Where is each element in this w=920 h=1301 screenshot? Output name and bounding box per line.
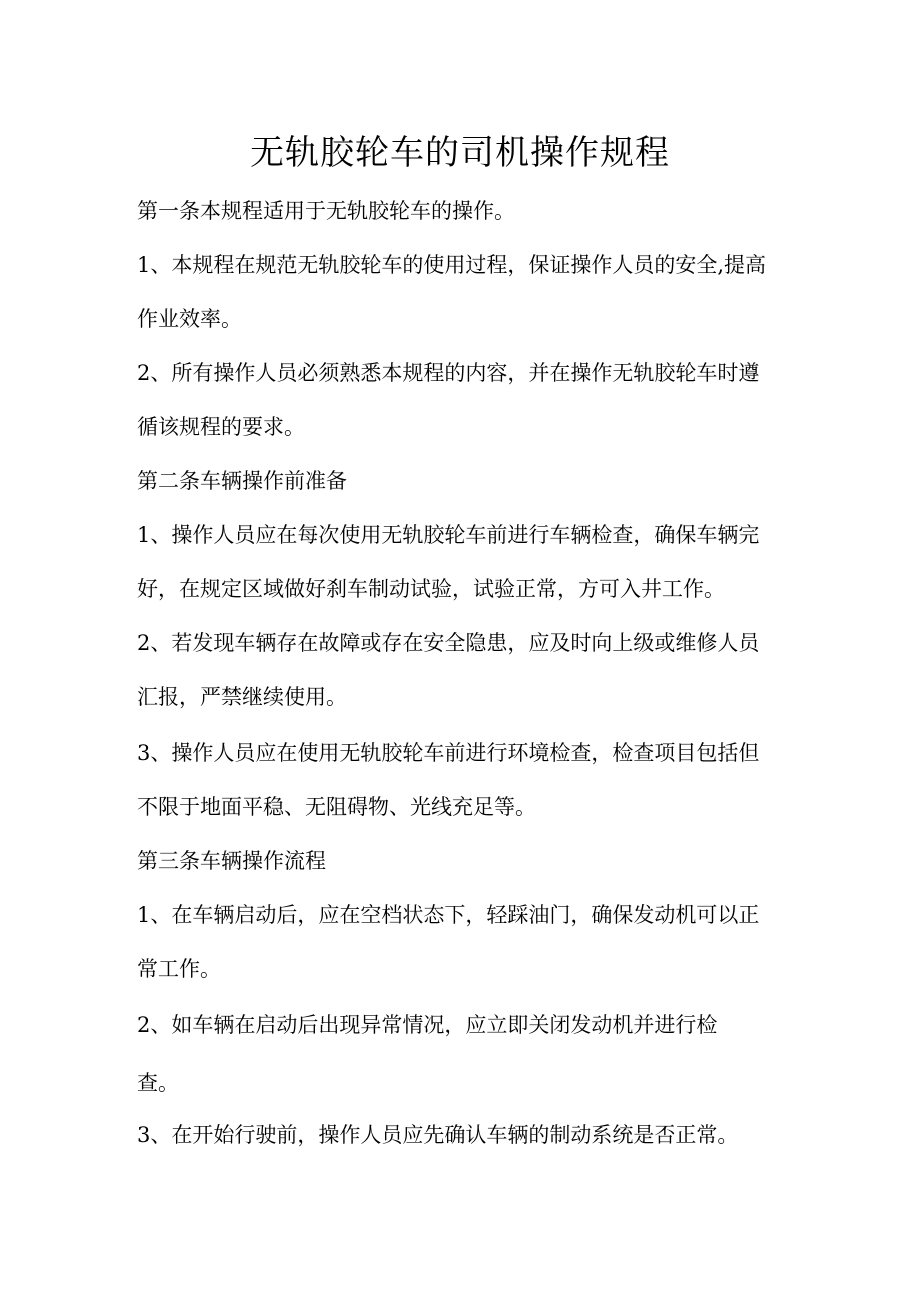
- text-line: 1、操作人员应在每次使用无轨胶轮车前进行车辆检查，确保车辆完: [137, 523, 760, 547]
- text-line: 3、操作人员应在使用无轨胶轮车前进行环境检查，检查项目包括但: [137, 741, 760, 765]
- text-line: 1、在车辆启动后，应在空档状态下，轻踩油门，确保发动机可以正: [137, 903, 760, 927]
- text-line: 第一条本规程适用于无轨胶轮车的操作。: [137, 199, 515, 223]
- text-line: 2、如车辆在启动后出现异常情况，应立即关闭发动机并进行检: [137, 1013, 718, 1037]
- text-line: 循该规程的要求。: [137, 415, 305, 439]
- text-line: 好，在规定区域做好刹车制动试验，试验正常，方可入井工作。: [137, 577, 725, 601]
- text-line: 不限于地面平稳、无阻碍物、光线充足等。: [137, 795, 536, 819]
- text-line: 查。: [137, 1071, 179, 1095]
- text-line: 3、在开始行驶前，操作人员应先确认车辆的制动系统是否正常。: [137, 1123, 739, 1147]
- text-line: 2、若发现车辆存在故障或存在安全隐患，应及时向上级或维修人员: [137, 631, 760, 655]
- section-heading: 第三条车辆操作流程: [137, 849, 326, 873]
- text-line: 常工作。: [137, 957, 221, 981]
- text-line: 2、所有操作人员必须熟悉本规程的内容，并在操作无轨胶轮车时遵: [137, 361, 760, 385]
- text-line: 汇报，严禁继续使用。: [137, 685, 347, 709]
- document-title: 无轨胶轮车的司机操作规程: [250, 133, 670, 173]
- text-line: 作业效率。: [137, 307, 242, 331]
- text-line: 1、本规程在规范无轨胶轮车的使用过程，保证操作人员的安全,提高: [137, 253, 767, 277]
- section-heading: 第二条车辆操作前准备: [137, 469, 347, 493]
